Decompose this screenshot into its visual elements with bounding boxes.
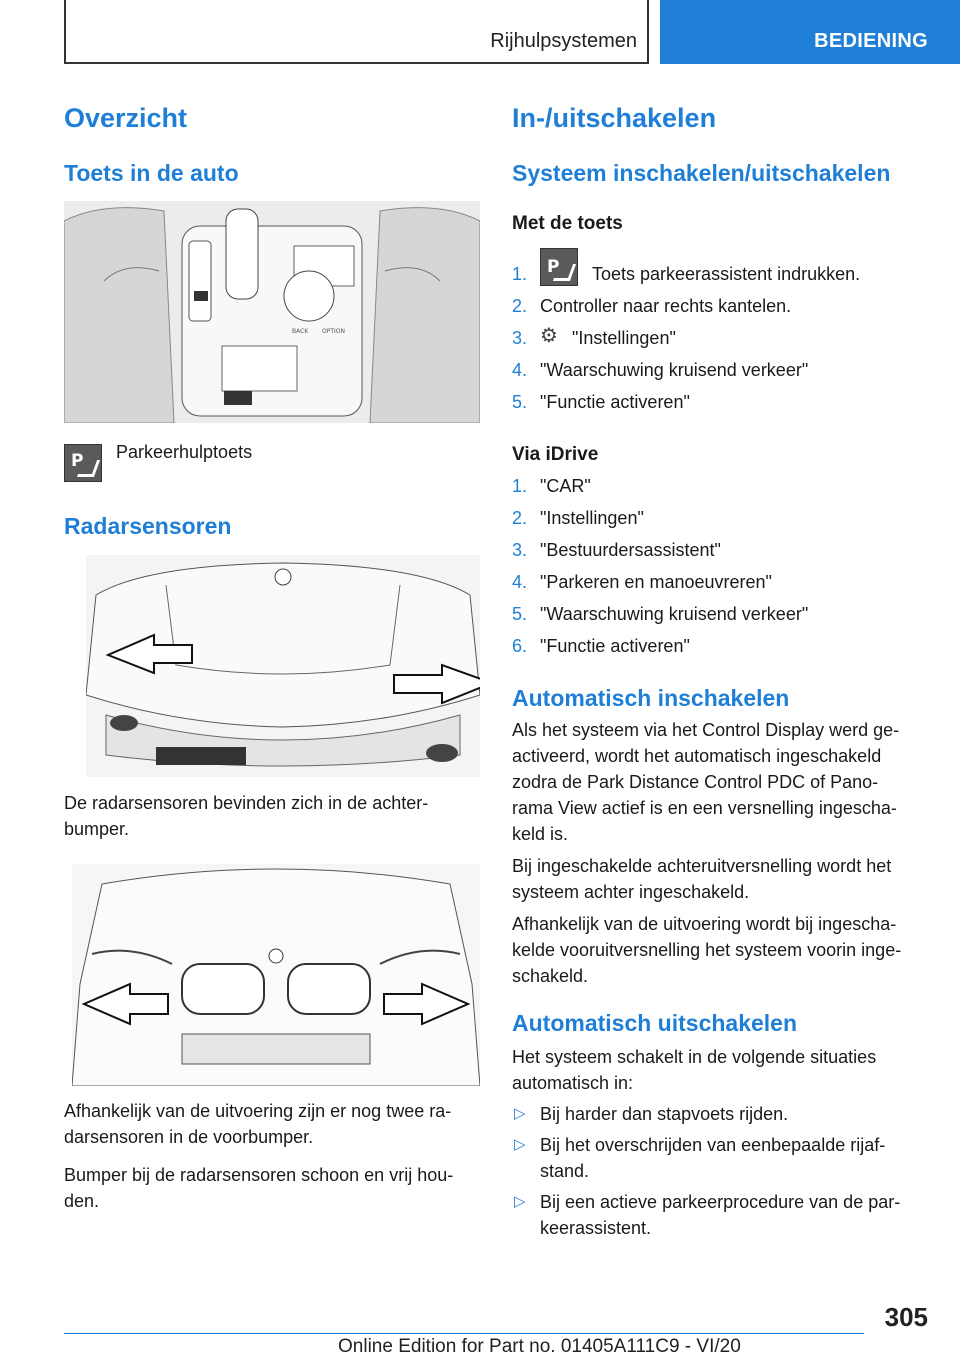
list-item: 1. P Toets parkeerassistent indrukken.	[512, 262, 928, 294]
svg-text:OPTION: OPTION	[322, 328, 345, 335]
reverse-line-1: Bij ingeschakelde achteruitversnelling wordt het	[512, 856, 892, 876]
auto-off-bullets	[512, 1101, 928, 1246]
list-item: ▷ Bij een actieve parkeerprocedure van de par- keerassistent.	[514, 1192, 901, 1238]
front-bumper-illustration	[72, 864, 480, 1086]
page-number: 305	[884, 1302, 928, 1332]
button-steps-list	[512, 257, 928, 422]
idrive-steps-list	[512, 474, 928, 666]
chapter-tab	[660, 0, 960, 64]
heading-overview: Overzicht	[64, 103, 188, 133]
list-item: 5. "Waarschuwing kruisend verkeer"	[512, 604, 809, 624]
list-item: 4. "Waarschuwing kruisend verkeer"	[512, 360, 809, 380]
list-item: 5. "Functie activeren"	[512, 392, 690, 412]
header-box	[64, 0, 649, 64]
list-item: 3. ⚙ "Instellingen"	[512, 325, 676, 348]
list-item: ▷ Bij het overschrijden van eenbepaalde rijaf- stand.	[514, 1135, 886, 1181]
heading-via-idrive: Via iDrive	[512, 444, 599, 465]
park-assist-button-icon: P	[540, 248, 578, 286]
heading-on-off: In-/uitschakelen	[512, 103, 717, 133]
keep-clean-line-2: den.	[64, 1191, 100, 1211]
front-sensors-line-2: darsensoren in de voorbumper.	[64, 1127, 314, 1147]
footer-edition: Online Edition for Part no. 01405A111C9 - VI/20	[338, 1336, 741, 1357]
heading-system-on-off: Systeem inschakelen/uitschakelen	[512, 160, 891, 186]
list-item: 6. "Functie activeren"	[512, 636, 690, 656]
rear-bumper-illustration	[86, 555, 480, 777]
list-item: 2. "Instellingen"	[512, 508, 644, 528]
list-item: 4. "Parkeren en manoeuvreren"	[512, 572, 772, 592]
svg-text:BACK: BACK	[292, 328, 309, 335]
auto-on-line-5: keld is.	[512, 824, 569, 844]
front-sensors-line-1: Afhankelijk van de uitvoering zijn er nog twee ra-	[64, 1101, 452, 1121]
list-item: 1. "CAR"	[512, 476, 591, 496]
list-item: 2. Controller naar rechts kantelen.	[512, 296, 792, 316]
rear-sensors-line-2: bumper.	[64, 819, 130, 839]
auto-off-line-1: Het systeem schakelt in de volgende situaties	[512, 1047, 877, 1067]
rear-sensors-line-1: De radarsensoren bevinden zich in de achter-	[64, 793, 429, 813]
forward-line-3: schakeld.	[512, 966, 589, 986]
auto-on-line-3: zodra de Park Distance Control PDC of Pano-	[512, 772, 879, 792]
heading-button-in-car: Toets in de auto	[64, 160, 239, 186]
auto-on-line-4: rama View actief is en een versnelling ingescha-	[512, 798, 897, 818]
reverse-line-2: systeem achter ingeschakeld.	[512, 882, 750, 902]
park-assist-button-icon: P	[64, 444, 102, 482]
section-title: Rijhulpsystemen	[490, 30, 637, 52]
gear-icon: ⚙	[540, 325, 558, 347]
center-console-illustration	[64, 201, 480, 423]
forward-line-2: kelde vooruitversnelling het systeem voorin inge-	[512, 940, 902, 960]
forward-line-1: Afhankelijk van de uitvoering wordt bij ingescha-	[512, 914, 897, 934]
list-item: 3. "Bestuurdersassistent"	[512, 540, 721, 560]
heading-with-button: Met de toets	[512, 213, 623, 234]
heading-radar-sensors: Radarsensoren	[64, 513, 232, 539]
heading-auto-on: Automatisch inschakelen	[512, 685, 790, 711]
auto-on-line-2: activeerd, wordt het automatisch ingeschakeld	[512, 746, 882, 766]
button-caption: Parkeerhulptoets	[116, 442, 253, 462]
heading-auto-off: Automatisch uitschakelen	[512, 1010, 798, 1036]
list-item: ▷ Bij harder dan stapvoets rijden.	[514, 1104, 789, 1124]
auto-on-line-1: Als het systeem via het Control Display werd ge-	[512, 720, 900, 740]
chapter-tab-label: BEDIENING	[814, 30, 928, 52]
footer-divider	[64, 1333, 864, 1334]
keep-clean-line-1: Bumper bij de radarsensoren schoon en vrij hou-	[64, 1165, 454, 1185]
auto-off-line-2: automatisch in:	[512, 1073, 634, 1093]
